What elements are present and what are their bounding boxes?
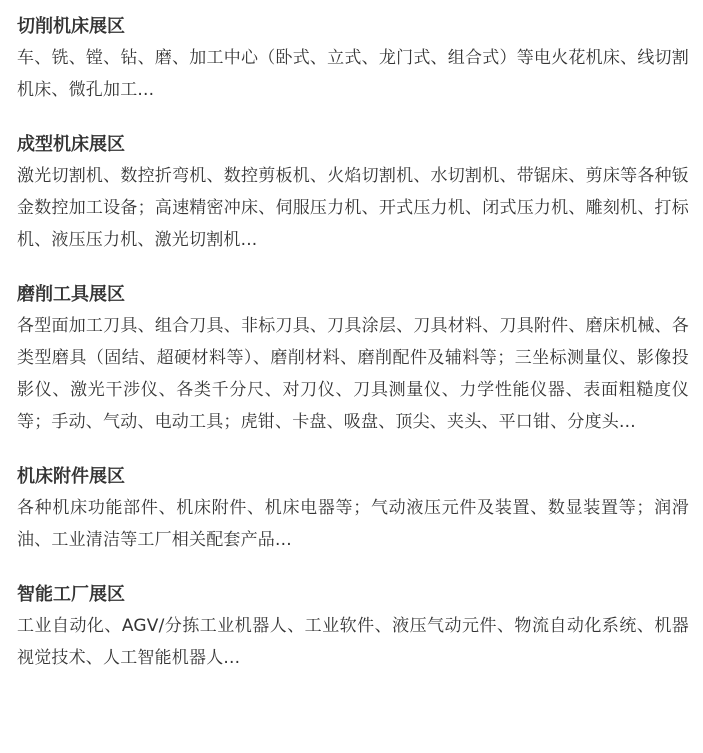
section-description: 车、铣、镗、钻、磨、加工中心（卧式、立式、龙门式、组合式）等电火花机床、线切割机床、微孔加工... [17,48,689,100]
section-title: 智能工厂展区 [17,584,125,605]
section-title: 成型机床展区 [17,134,125,155]
section-title: 切削机床展区 [17,16,125,37]
section-description: 各型面加工刀具、组合刀具、非标刀具、刀具涂层、刀具材料、刀具附件、磨床机械、各类型磨具（固结、超硬材料等）、磨削材料、磨削配件及辅料等；三坐标测量仪、影像投影仪、激光干涉仪、各类千分尺、对刀仪、刀具测量仪、力学性能仪器、表面粗糙度仪等；手动、气动、电动工具；虎钳、卡盘、吸盘、顶尖、夹头、平口钳、分度头... [17,316,689,432]
section-cutting-machine-tools [17,12,689,106]
section-smart-factory [17,580,689,674]
section-description: 工业自动化、AGV/分拣工业机器人、工业软件、液压气动元件、物流自动化系统、机器视觉技术、人工智能机器人... [17,616,689,668]
section-machine-accessories [17,462,689,556]
section-description: 各种机床功能部件、机床附件、机床电器等；气动液压元件及装置、数显装置等；润滑油、工业清洁等工厂相关配套产品... [17,498,689,550]
section-grinding-tools [17,280,689,438]
section-title: 机床附件展区 [17,466,125,487]
section-description: 激光切割机、数控折弯机、数控剪板机、火焰切割机、水切割机、带锯床、剪床等各种钣金数控加工设备；高速精密冲床、伺服压力机、开式压力机、闭式压力机、雕刻机、打标机、液压压力机、激光切割机... [17,166,689,250]
section-title: 磨削工具展区 [17,284,125,305]
section-forming-machine-tools [17,130,689,256]
